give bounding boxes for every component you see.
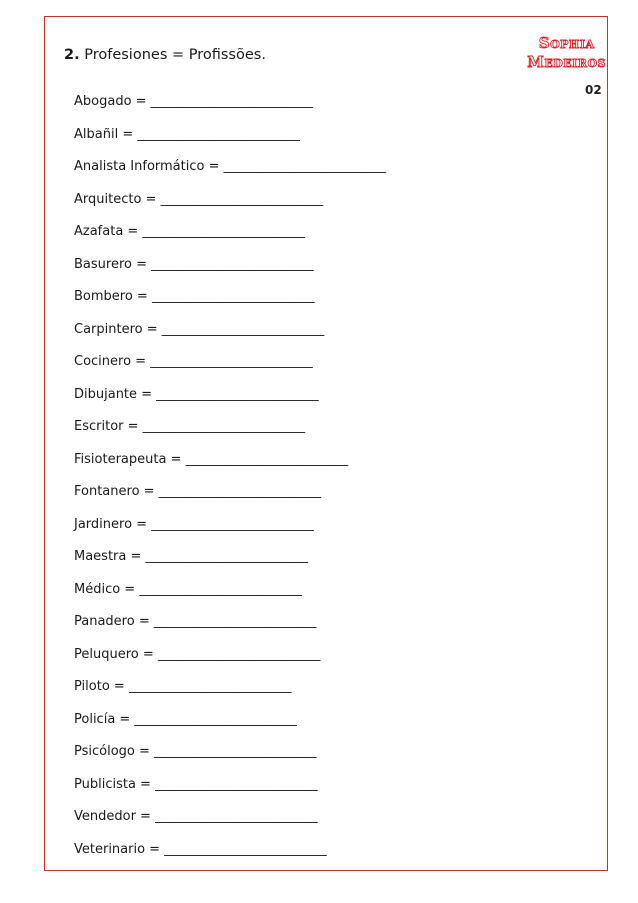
exercise-number: 2. [64, 47, 80, 63]
author-logo [527, 34, 606, 72]
profession-item: Dibujante = _________________________ [74, 386, 319, 402]
logo-first-name: Sophia [538, 34, 595, 52]
profession-item: Publicista = _________________________ [74, 776, 318, 792]
profession-item: Psicólogo = _________________________ [74, 744, 317, 759]
profession-item: Albañil = _________________________ [74, 126, 300, 142]
profession-item: Cocinero = _________________________ [74, 354, 313, 369]
exercise-heading [64, 45, 266, 65]
profession-item: Piloto = _________________________ [74, 679, 292, 694]
profession-item: Escritor = _________________________ [74, 419, 306, 434]
profession-item: Veterinario = _________________________ [74, 841, 327, 857]
profession-list [74, 92, 386, 872]
profession-item: Médico = _________________________ [74, 581, 302, 597]
page-number: 02 [585, 83, 602, 97]
profession-item: Fisioterapeuta = _________________________ [74, 451, 349, 467]
profession-item: Fontanero = _________________________ [74, 484, 322, 499]
profession-item: Policía = _________________________ [74, 711, 297, 727]
profession-item: Panadero = _________________________ [74, 614, 317, 629]
profession-item: Arquitecto = _________________________ [74, 191, 324, 207]
profession-item: Bombero = _________________________ [74, 289, 315, 304]
profession-item: Jardinero = _________________________ [74, 516, 314, 532]
exercise-title: Profesiones = Profissões. [84, 47, 266, 63]
profession-item: Basurero = _________________________ [74, 256, 314, 272]
profession-item: Carpintero = _________________________ [74, 321, 325, 337]
profession-item: Maestra = _________________________ [74, 549, 309, 564]
profession-item: Vendedor = _________________________ [74, 809, 318, 824]
profession-item: Azafata = _________________________ [74, 224, 305, 239]
profession-item: Abogado = _________________________ [74, 94, 314, 109]
profession-item: Peluquero = _________________________ [74, 646, 321, 662]
logo-last-name: Medeiros [527, 53, 606, 71]
profession-item: Analista Informático = _________________________ [74, 159, 387, 174]
